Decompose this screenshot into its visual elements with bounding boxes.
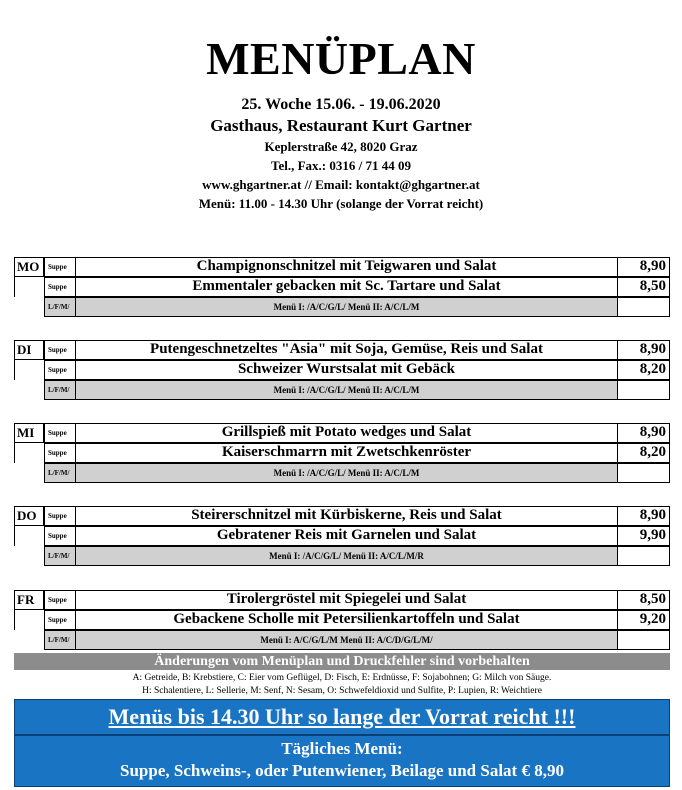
dish-2: Gebackene Scholle mit Petersilienkartoffeln und Salat xyxy=(76,610,618,630)
day-code-spacer xyxy=(14,380,44,400)
dish-2: Emmentaler gebacken mit Sc. Tartare und Salat xyxy=(76,277,618,297)
allergen-info: Menü I: /A/C/G/L/ Menü II: A/C/L/M xyxy=(76,380,618,400)
allergen-info: Menü I: /A/C/G/L/ Menü II: A/C/L/M xyxy=(76,297,618,317)
menu-row-2 xyxy=(14,443,670,463)
day-block-thursday xyxy=(14,506,670,566)
allergen-info: Menü I: /A/C/G/L/ Menü II: A/C/L/M xyxy=(76,463,618,483)
day-code-spacer xyxy=(14,610,44,630)
menu-header xyxy=(0,33,682,212)
daily-menu-box xyxy=(14,699,670,787)
soup-tag: Suppe xyxy=(44,423,76,443)
soup-tag: Suppe xyxy=(44,257,76,277)
allergen-row xyxy=(14,463,670,483)
changes-notice: Änderungen vom Menüplan und Druckfehler sind vorbehalten xyxy=(14,653,670,670)
price-1: 8,50 xyxy=(618,590,670,610)
soup-tag: Suppe xyxy=(44,340,76,360)
price-1: 8,90 xyxy=(618,423,670,443)
allergen-legend-line-1: A: Getreide, B: Krebstiere, C: Eier vom Geflügel, D: Fisch, E: Erdnüsse, F: Sojabohnen; G: Milch von Säuge. xyxy=(132,673,552,683)
menu-hours: Menü: 11.00 - 14.30 Uhr (solange der Vorrat reicht) xyxy=(198,196,484,211)
price-empty xyxy=(618,380,670,400)
soup-tag: Suppe xyxy=(44,610,76,630)
price-2: 8,20 xyxy=(618,360,670,380)
price-1: 8,90 xyxy=(618,340,670,360)
price-empty xyxy=(618,546,670,566)
allergen-row xyxy=(14,380,670,400)
price-1: 8,90 xyxy=(618,506,670,526)
day-block-friday xyxy=(14,590,670,650)
dish-1: Putengeschnetzeltes "Asia" mit Soja, Gemüse, Reis und Salat xyxy=(76,340,618,360)
dish-1: Tirolergröstel mit Spiegelei und Salat xyxy=(76,590,618,610)
day-code: FR xyxy=(14,590,44,610)
restaurant-name: Gasthaus, Restaurant Kurt Gartner xyxy=(210,116,472,135)
divider xyxy=(15,734,669,736)
allergen-row xyxy=(14,630,670,650)
daily-menu-title: Tägliches Menü: xyxy=(281,739,403,758)
soup-tag: Suppe xyxy=(44,277,76,297)
price-empty xyxy=(618,463,670,483)
day-code-spacer xyxy=(14,546,44,566)
dish-1: Grillspieß mit Potato wedges und Salat xyxy=(76,423,618,443)
restaurant-web-email: www.ghgartner.at // Email: kontakt@ghgartner.at xyxy=(202,177,480,192)
daily-menu-text: Suppe, Schweins-, oder Putenwiener, Beilage und Salat € 8,90 xyxy=(120,761,564,780)
day-code-spacer xyxy=(14,360,44,380)
week-range: 25. Woche 15.06. - 19.06.2020 xyxy=(241,96,441,113)
dish-2: Schweizer Wurstsalat mit Gebäck xyxy=(76,360,618,380)
allergen-label: L/F/M/ xyxy=(44,297,76,317)
allergen-row xyxy=(14,546,670,566)
price-2: 9,20 xyxy=(618,610,670,630)
menu-row-2 xyxy=(14,277,670,297)
menu-row-2 xyxy=(14,610,670,630)
price-2: 8,50 xyxy=(618,277,670,297)
allergen-row xyxy=(14,297,670,317)
menu-row-1 xyxy=(14,257,670,277)
soup-tag: Suppe xyxy=(44,590,76,610)
allergen-info: Menü I: /A/C/G/L/ Menü II: A/C/L/M/R xyxy=(76,546,618,566)
menu-row-1 xyxy=(14,506,670,526)
day-code-spacer xyxy=(14,277,44,297)
restaurant-address: Keplerstraße 42, 8020 Graz xyxy=(264,139,418,154)
page-title: MENÜPLAN xyxy=(206,33,476,84)
allergen-label: L/F/M/ xyxy=(44,546,76,566)
price-empty xyxy=(618,297,670,317)
allergen-label: L/F/M/ xyxy=(44,630,76,650)
menu-row-1 xyxy=(14,340,670,360)
dish-2: Kaiserschmarrn mit Zwetschkenröster xyxy=(76,443,618,463)
day-block-monday xyxy=(14,257,670,317)
allergen-legend-line-2: H: Schalentiere, L: Sellerie, M: Senf, N: Sesam, O: Schwefeldioxid und Sulfite, P: Lupien, R: Weichtiere xyxy=(142,686,542,696)
allergen-info: Menü I: A/C/G/L/M Menü II: A/C/D/G/L/M/ xyxy=(76,630,618,650)
day-code-spacer xyxy=(14,443,44,463)
dish-2: Gebratener Reis mit Garnelen und Salat xyxy=(76,526,618,546)
dish-1: Champignonschnitzel mit Teigwaren und Salat xyxy=(76,257,618,277)
day-code-spacer xyxy=(14,526,44,546)
allergen-label: L/F/M/ xyxy=(44,463,76,483)
soup-tag: Suppe xyxy=(44,506,76,526)
price-2: 9,90 xyxy=(618,526,670,546)
menu-row-1 xyxy=(14,423,670,443)
day-code: MI xyxy=(14,423,44,443)
soup-tag: Suppe xyxy=(44,443,76,463)
soup-tag: Suppe xyxy=(44,526,76,546)
price-1: 8,90 xyxy=(618,257,670,277)
day-code-spacer xyxy=(14,630,44,650)
menu-row-2 xyxy=(14,526,670,546)
day-block-wednesday xyxy=(14,423,670,483)
price-2: 8,20 xyxy=(618,443,670,463)
day-code: DO xyxy=(14,506,44,526)
menu-row-1 xyxy=(14,590,670,610)
day-code: DI xyxy=(14,340,44,360)
price-empty xyxy=(618,630,670,650)
dish-1: Steirerschnitzel mit Kürbiskerne, Reis und Salat xyxy=(76,506,618,526)
menu-row-2 xyxy=(14,360,670,380)
day-code-spacer xyxy=(14,297,44,317)
day-block-tuesday xyxy=(14,340,670,400)
restaurant-phone: Tel., Fax.: 0316 / 71 44 09 xyxy=(271,158,411,173)
day-code: MO xyxy=(14,257,44,277)
day-code-spacer xyxy=(14,463,44,483)
allergen-label: L/F/M/ xyxy=(44,380,76,400)
availability-banner: Menüs bis 14.30 Uhr so lange der Vorrat reicht !!! xyxy=(108,704,576,729)
soup-tag: Suppe xyxy=(44,360,76,380)
